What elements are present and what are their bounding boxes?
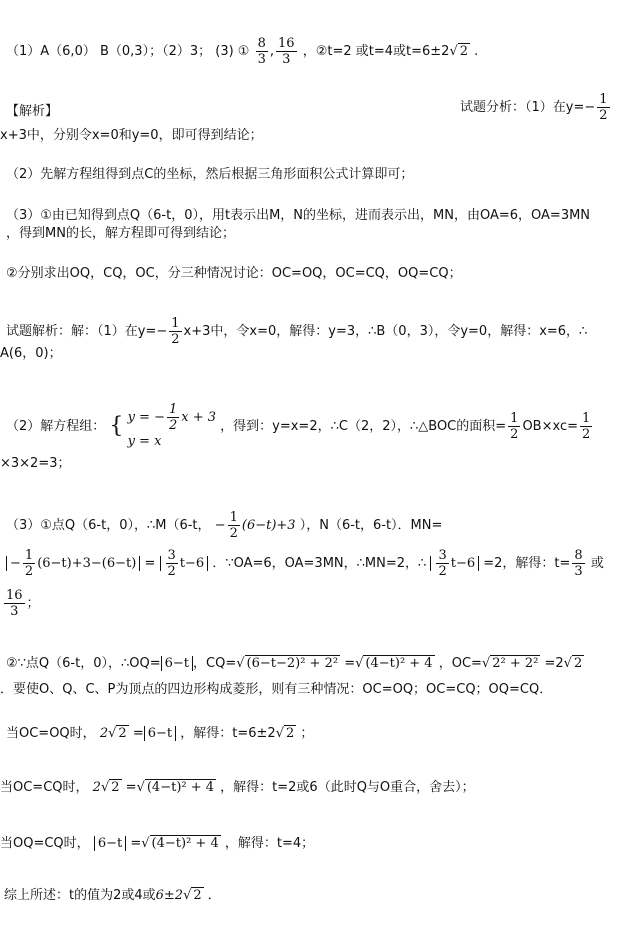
- analysis-line-2: [0, 128, 263, 144]
- text: 或: [590, 556, 604, 571]
- text: （3）①由已知得到点Q（6-t，0），用t表示出M，N的坐标，进而表示出，MN，由OA=6，OA=3MN: [6, 208, 591, 223]
- text: 试题解析：解：（1）在y=−: [6, 324, 168, 339]
- sqrt: √ 2: [275, 726, 295, 741]
- abs-expression: 6−t: [94, 836, 126, 851]
- sqrt: √ 2: [183, 888, 202, 903]
- fraction-8-3: $\frac{8}{3}$: [257, 36, 266, 67]
- sqrt: √ (4−t)² + 4: [355, 656, 433, 671]
- equals: =: [144, 556, 156, 571]
- solution-3-line-3: [2, 588, 40, 619]
- analysis-heading: [6, 104, 58, 120]
- equals: =: [344, 656, 356, 671]
- text: =2: [544, 656, 564, 671]
- text: ，得到MN的长，解方程即可得到结论；: [6, 226, 235, 241]
- heading-text: 【解析】: [6, 104, 59, 119]
- abs-expression: $\frac{3}{2}$ t−6: [160, 556, 209, 571]
- answer-line: [6, 36, 478, 67]
- abs-expression: 6−t: [144, 726, 176, 741]
- text: 当OC=CQ时，: [0, 780, 89, 795]
- abs-expression: 6−t: [161, 656, 193, 671]
- fraction-16-3: $\frac{16}{3}$: [6, 588, 23, 619]
- analysis-line-6: [6, 266, 462, 282]
- text: A(6，0)；: [0, 346, 62, 361]
- text: ，得到：y=x=2，∴C（2，2），∴△BOC的面积=: [220, 419, 507, 434]
- equation-system: y = − $\frac{1}{2}$ x + 3 y = x: [127, 402, 217, 449]
- period: .: [474, 44, 479, 59]
- solution-1: [6, 316, 587, 347]
- intro-text: 试题分析：（1）在y=−: [460, 100, 596, 115]
- sqrt: √ 2: [563, 656, 583, 671]
- text: ；: [26, 596, 40, 611]
- fraction-1-2: $\frac{1}{2}$: [229, 510, 238, 541]
- sqrt: √ 2: [100, 780, 120, 795]
- abs-expression: − $\frac{1}{2}$ (6−t)+3−(6−t): [6, 556, 140, 571]
- analysis-line-3: [6, 167, 413, 183]
- analysis-line-5: [6, 226, 235, 242]
- text: ②∵点Q（6-t，0），∴OQ=: [6, 656, 161, 671]
- text: ．∵OA=6，OA=3MN，∴MN=2，∴: [212, 556, 427, 571]
- summary: 综上所述：t的值为2或4或6±2√ 2 ．: [4, 888, 221, 903]
- sqrt: √ (4−t)² + 4: [141, 836, 219, 851]
- text: ．: [207, 888, 221, 903]
- sqrt: √ 2: [108, 726, 127, 741]
- sqrt: √ 2: [449, 44, 469, 59]
- solution-3-line-1: （3）①点Q（6-t，0），∴M（6-t， − $\frac{1}{2}$ (6−t)+3 ），N（6-t，6-t）．MN=: [6, 510, 443, 541]
- analysis-line-4: [6, 208, 590, 224]
- text: ，CQ=: [193, 656, 237, 671]
- equals: =: [125, 780, 137, 795]
- solution-4-line-1: [6, 656, 584, 672]
- brace: {: [109, 413, 124, 439]
- text: ，解得：t=2或6（此时Q与O重合，舍去）；: [220, 780, 475, 795]
- fraction-1-2: $\frac{1}{2}$: [582, 411, 591, 442]
- answer-part-3: (3) ①: [215, 44, 250, 59]
- text: ．要使O、Q、C、P为顶点的四边形构成菱形，则有三种情况：OC=OQ；OC=CQ；OQ=CQ．: [0, 682, 553, 697]
- text: （2）解方程组：: [6, 419, 106, 434]
- text: 综上所述：t的值为2或4或: [4, 888, 156, 903]
- text: ×3×2=3；: [0, 456, 71, 471]
- text: ②分别求出OQ，CQ，OC，分三种情况讨论：OC=OQ，OC=CQ，OQ=CQ；: [6, 266, 462, 281]
- answer-part-4: ，②t=2 或t=4或t=6±2: [302, 44, 450, 59]
- fraction-8-3: $\frac{8}{3}$: [574, 548, 583, 579]
- solution-1-cont: [0, 346, 62, 362]
- text: x+3中，分别令x=0和y=0，即可得到结论；: [0, 128, 263, 143]
- solution-3-line-2: [6, 548, 604, 579]
- sqrt: √ (4−t)² + 4: [136, 780, 215, 795]
- sqrt: √ (6−t−2)² + 2²: [236, 656, 339, 671]
- text: =2，解得：t=: [483, 556, 571, 571]
- text: ，解得：t=6±2: [180, 726, 276, 741]
- text: （3）①点Q（6-t，0），∴M（6-t，: [6, 518, 211, 533]
- solution-2-cont: [0, 456, 71, 472]
- text: ，OC=: [438, 656, 482, 671]
- fraction-16-3: $\frac{16}{3}$: [278, 36, 295, 67]
- text: （2）先解方程组得到点C的坐标，然后根据三角形面积公式计算即可；: [6, 167, 414, 182]
- text: 当OQ=CQ时，: [0, 836, 90, 851]
- sqrt: √ 2² + 2²: [481, 656, 539, 671]
- comma: ,: [269, 44, 275, 59]
- fraction-1-2: $\frac{1}{2}$: [171, 316, 180, 347]
- case-1: 当OC=OQ时， 2√ 2 = 6−t ，解得：t=6±2√ 2 ；: [6, 726, 314, 741]
- text: ），N（6-t，6-t）．MN=: [299, 518, 443, 533]
- text: 当OC=OQ时，: [6, 726, 96, 741]
- text: OB×xc=: [522, 419, 578, 434]
- solution-4-line-2: [0, 682, 552, 698]
- fraction-1-2: $\frac{1}{2}$: [510, 411, 519, 442]
- case-3: [0, 836, 314, 852]
- solution-2: [6, 402, 594, 451]
- fraction-1-2: $\frac{1}{2}$: [599, 92, 608, 123]
- answer-part-1: （1）A（6,0） B（0,3）；（2）3；: [6, 44, 212, 59]
- abs-expression: $\frac{3}{2}$ t−6: [430, 556, 479, 571]
- equals: =: [130, 836, 142, 851]
- text: x+3中，令x=0，解得：y=3，∴B（0，3），令y=0，解得：x=6，∴: [183, 324, 588, 339]
- text: ，解得：t=4；: [224, 836, 315, 851]
- equals: =: [132, 726, 144, 741]
- case-2: 当OC=CQ时， 2√ 2 =√ (4−t)² + 4 ，解得：t=2或6（此时Q与O重合，舍去）；: [0, 780, 475, 795]
- analysis-intro: [460, 92, 612, 123]
- text: ；: [300, 726, 314, 741]
